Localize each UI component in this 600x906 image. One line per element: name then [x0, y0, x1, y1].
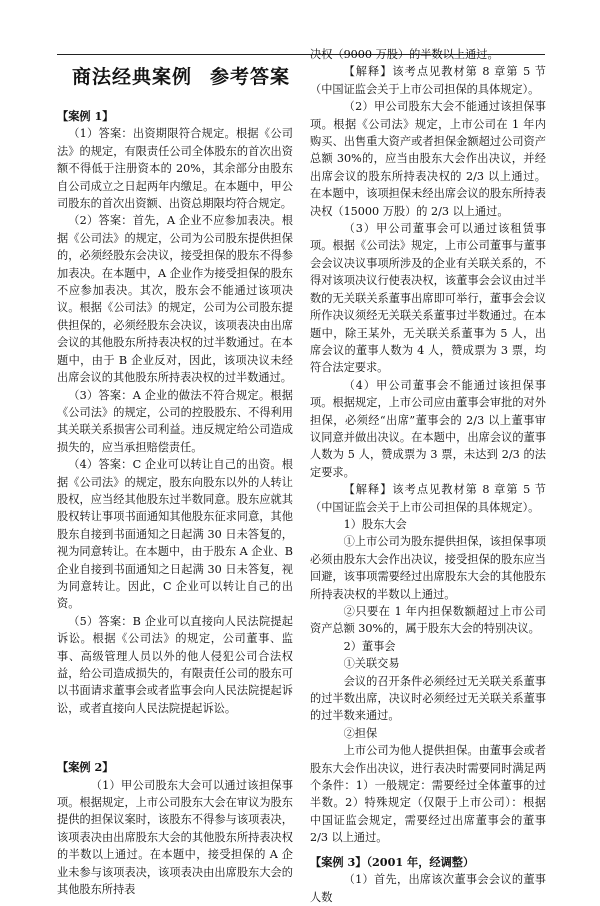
paragraph: ①关联交易 [343, 657, 400, 671]
paragraph: 【解释】该考点见教材第 8 章第 5 节（中国证监会关于上市公司担保的具体规定）。 [310, 65, 546, 96]
paragraph: 上市公司为他人提供担保。由董事会或者股东大会作出决议，进行表决时需要同时满足两个条件：1）一般规定：需要经过全体董事的过半数。2）特殊规定（仅限于上市公司）：根据中国证监会规定，需要经过出席董事会的董事 2/3 以上通过。 [310, 744, 546, 845]
paragraph: （1）答案：出资期限符合规定。根据《公司法》的规定，有限责任公司全体股东的首次出资额不得低于注册资本的 20%，其余部分由股东自公司成立之日起两年内缴足。在本题中，甲公司股东的首次出资额、出资总期限均符合规定。 [57, 127, 293, 211]
paragraph: ②担保 [343, 726, 378, 740]
left-column [57, 108, 293, 898]
paragraph: （1）首先，出席该次董事会会议的董事人数 [310, 873, 546, 904]
paragraph: 会议的召开条件必须经过无关联关系董事的过半数出席，决议时必须经过无关联关系董事的过半数来通过。 [310, 674, 546, 723]
right-column [310, 46, 546, 906]
paragraph: （1）甲公司股东大会可以通过该担保事项。根据规定，上市公司股东大会在审议为股东提供的担保议案时，该股东不得参与该项表决，该项表决由出席股东大会的其他股东所持表决权的半数以上通过。在本题中，接受担保的 A 企业未参与该项表决，该项表决由出席股东大会的其他股东所持表 [57, 778, 293, 897]
case-heading: 【案例 2】 [57, 760, 114, 775]
paragraph: 决权（9000 万股）的半数以上通过。 [310, 48, 499, 61]
paragraph: ②只要在 1 年内担保数额超过上市公司资产总额 30%的，属于股东大会的特别决议。 [310, 605, 546, 636]
paragraph: 【解释】该考点见教材第 8 章第 5 节（中国证监会关于上市公司担保的具体规定）。 [310, 483, 546, 514]
case-heading: 【案例 1】 [57, 109, 114, 123]
paragraph: ①上市公司为股东提供担保，该担保事项必须由股东大会作出决议，接受担保的股东应当回避，该事项需要经过出席股东大会的其他股东所持表决权的半数以上通过。 [310, 535, 546, 601]
paragraph: （2）甲公司股东大会不能通过该担保事项。根据《公司法》规定，上市公司在 1 年内购买、出售重大资产或者担保金额超过公司资产总额 30%的，应当由股东大会作出决议，并经出席会议的股东所持表决权的 2/3 以上通过。在本题中，该项担保未经出席会议的股东所持表决权（15000 万股）的 2/3 以上通过。 [310, 100, 546, 218]
paragraph: 1）股东大会 [343, 517, 407, 531]
paragraph: （5）答案：B 企业可以直接向人民法院提起诉讼。根据《公司法》的规定，公司董事、监事、高级管理人员以外的他人侵犯公司合法权益，给公司造成损失的，有限责任公司的股东可以书面请求董事会或者监事会向人民法院提起诉讼，或者直接向人民法院提起诉讼。 [57, 614, 293, 715]
page-title-main: 商法经典案例 [72, 66, 193, 88]
paragraph: （2）答案：首先，A 企业不应参加表决。根据《公司法》的规定，公司为公司股东提供担保的，必须经股东会决议，接受担保的股东不得参加表决。在本题中，A 企业作为接受担保的股东不应参加表决。其次，股东会不能通过该项决议。根据《公司法》的规定，公司为公司股东提供担保的，必须经股东会决议，该项表决由出席会议的其他股东所持表决权的过半数通过。在本题中，由于 B 企业反对，因此，该项决议未经出席会议的其他股东所持表决权的过半数通过。 [57, 214, 293, 385]
paragraph: （4）答案：C 企业可以转让自己的出资。根据《公司法》的规定，股东向股东以外的人转让股权，应当经其他股东过半数同意。股东应就其股权转让事项书面通知其他股东征求同意，其他股东自接到书面通知之日起满 30 日未答复的，视为同意转让。在本题中，由于股东 A 企业、B 企业自接到书面通知之日起满 30 日未答复，视为同意转让。因此，C 企业可以转让自己的出资。 [57, 458, 293, 611]
page-title-sub: 参考答案 [210, 66, 291, 88]
paragraph: （4）甲公司董事会不能通过该担保事项。根据规定，上市公司应由董事会审批的对外担保，必须经“出席”董事会的 2/3 以上董事审议同意并做出决议。在本题中，出席会议的董事人数为 5 人，赞成票为 3 票，未达到 2/3 的法定要求。 [310, 378, 546, 479]
page-title [72, 62, 290, 89]
paragraph: 2）董事会 [343, 639, 396, 653]
case-heading: 【案例 3】（2001 年，经调整） [310, 854, 475, 869]
paragraph: （3）甲公司董事会可以通过该租赁事项。根据《公司法》规定，上市公司董事与董事会会议决议事项所涉及的企业有关联关系的，不得对该项决议行使表决权，该董事会会议由过半数的无关联关系董事出席即可举行，董事会会议所作决议须经无关联关系董事过半数通过。在本题中，除王某外，无关联关系董事为 5 人，出席会议的董事人数为 4 人，赞成票为 3 票，均符合法定要求。 [310, 222, 546, 375]
paragraph: （3）答案：A 企业的做法不符合规定。根据《公司法》的规定，公司的控股股东、不得利用其关联关系损害公司利益。违反规定给公司造成损失的，应当承担赔偿责任。 [57, 388, 293, 454]
